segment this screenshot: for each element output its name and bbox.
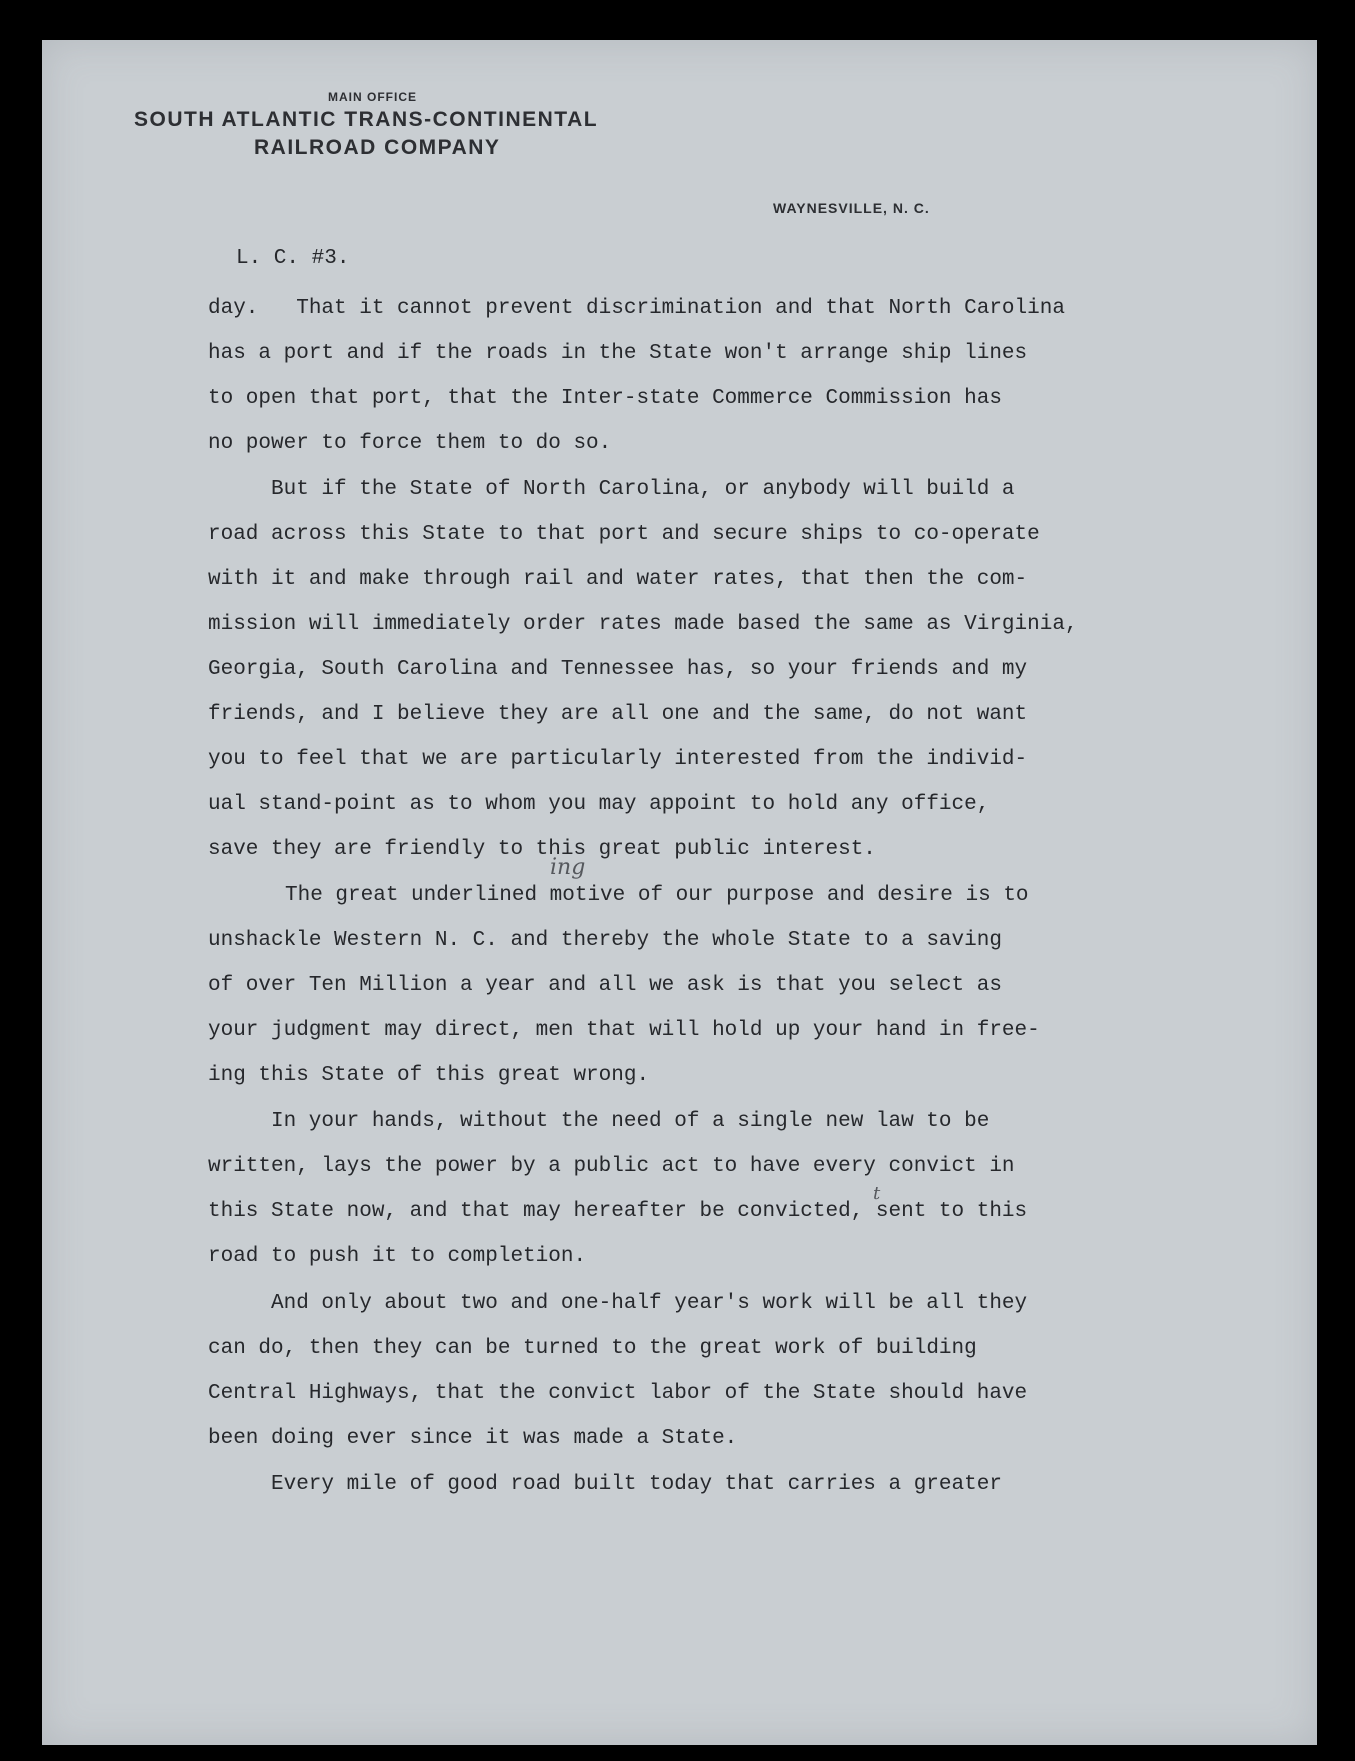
body-line: The great underlined motive of our purpose and desire is to	[285, 884, 1029, 907]
page-reference: L. C. #3.	[236, 247, 350, 270]
body-line: friends, and I believe they are all one and the same, do not want	[208, 703, 1028, 726]
body-line: has a port and if the roads in the State won't arrange ship lines	[208, 342, 1028, 365]
body-line: can do, then they can be turned to the great work of building	[208, 1337, 977, 1360]
body-line: been doing ever since it was made a State.	[208, 1427, 738, 1450]
body-line: Georgia, South Carolina and Tennessee has, so your friends and my	[208, 658, 1028, 681]
body-line: your judgment may direct, men that will hold up your hand in free-	[208, 1019, 1040, 1042]
handwritten-correction-t: t	[873, 1183, 881, 1204]
body-line: ual stand-point as to whom you may appoint to hold any office,	[208, 793, 990, 816]
body-line: this State now, and that may hereafter be convicted, sent to this	[208, 1200, 1028, 1223]
letterhead-location: WAYNESVILLE, N. C.	[773, 200, 930, 216]
body-line: day. That it cannot prevent discrimination and that North Carolina	[208, 297, 1065, 320]
body-line: to open that port, that the Inter-state Commerce Commission has	[208, 387, 1002, 410]
body-line: save they are friendly to this great public interest.	[208, 838, 876, 861]
body-line: mission will immediately order rates made based the same as Virginia,	[208, 613, 1078, 636]
letterhead-main-office: MAIN OFFICE	[328, 90, 417, 104]
body-line: In your hands, without the need of a single new law to be	[271, 1110, 990, 1133]
letterhead-company-line2: RAILROAD COMPANY	[254, 136, 501, 159]
body-line: But if the State of North Carolina, or anybody will build a	[271, 478, 1015, 501]
body-line: And only about two and one-half year's work will be all they	[271, 1292, 1028, 1315]
body-line: written, lays the power by a public act to have every convict in	[208, 1155, 1015, 1178]
body-line: ing this State of this great wrong.	[208, 1064, 650, 1087]
body-line: of over Ten Million a year and all we ask is that you select as	[208, 974, 1002, 997]
body-line: road to push it to completion.	[208, 1245, 587, 1268]
letterhead-company-line1: SOUTH ATLANTIC TRANS-CONTINENTAL	[134, 108, 599, 131]
body-line: road across this State to that port and secure ships to co-operate	[208, 523, 1040, 546]
body-line: no power to force them to do so.	[208, 432, 612, 455]
body-line: unshackle Western N. C. and thereby the whole State to a saving	[208, 929, 1002, 952]
body-line: with it and make through rail and water rates, that then the com-	[208, 568, 1028, 591]
letter-page	[42, 40, 1317, 1745]
handwritten-correction-ing: ing	[550, 855, 586, 880]
body-line: Every mile of good road built today that carries a greater	[271, 1473, 1002, 1496]
body-line: you to feel that we are particularly interested from the individ-	[208, 748, 1028, 771]
body-line: Central Highways, that the convict labor of the State should have	[208, 1382, 1028, 1405]
